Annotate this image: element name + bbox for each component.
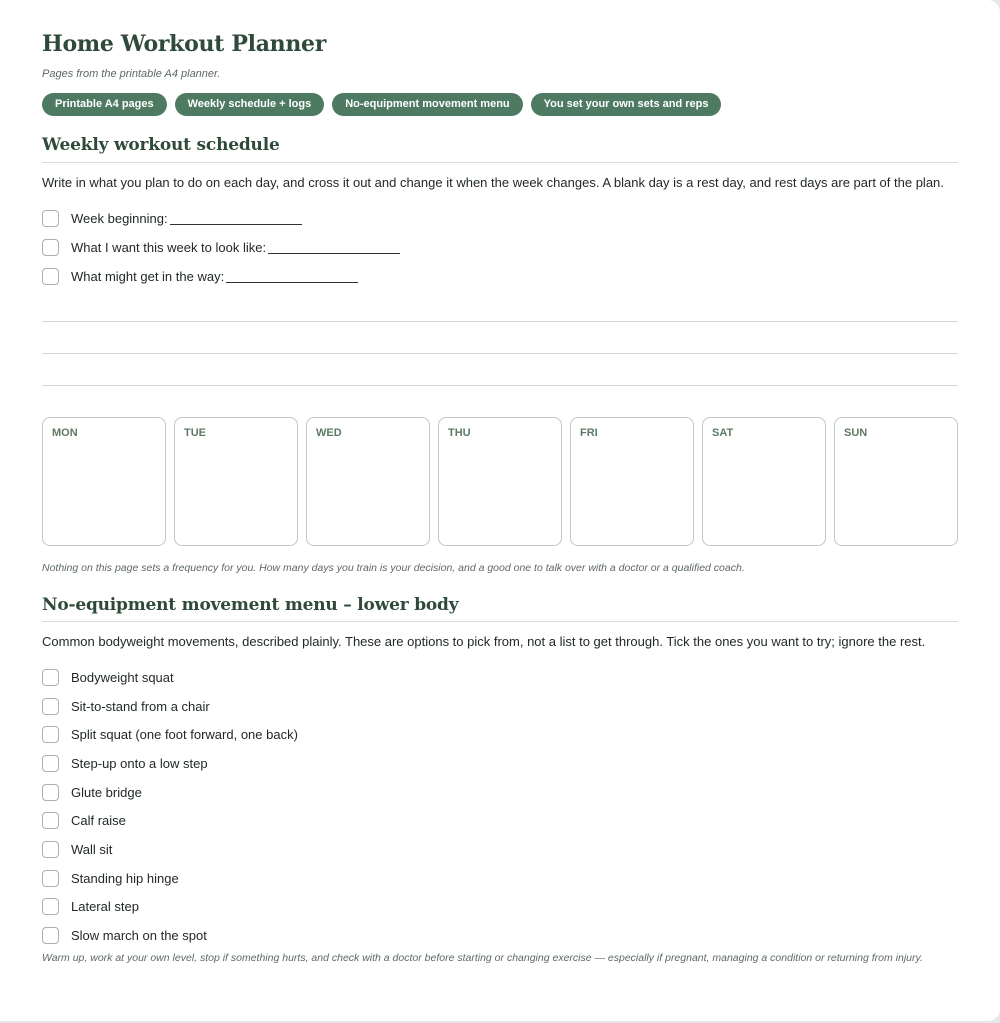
movement-checklist xyxy=(42,663,298,950)
movement-label: Calf raise xyxy=(71,813,126,829)
list-item xyxy=(42,749,298,778)
check-label: What I want this week to look like: xyxy=(71,240,267,255)
movement-label: Slow march on the spot xyxy=(71,928,207,944)
checkbox[interactable] xyxy=(42,870,59,887)
schedule-intro: Write in what you plan to do on each day, and cross it out and change it when the week changes. A blank day is a rest day, and rest days are part of the plan. xyxy=(42,175,944,190)
schedule-section-title: Weekly workout schedule xyxy=(42,135,280,155)
day-box-sun[interactable]: SUN xyxy=(834,417,958,546)
page-subtitle: Pages from the printable A4 planner. xyxy=(42,68,221,80)
checkbox[interactable] xyxy=(42,812,59,829)
checkbox[interactable] xyxy=(42,927,59,944)
day-box-mon[interactable]: MON xyxy=(42,417,166,546)
pill-weekly-schedule: Weekly schedule + logs xyxy=(175,93,325,116)
checkbox[interactable] xyxy=(42,726,59,743)
checkbox[interactable] xyxy=(42,210,59,227)
schedule-checklist xyxy=(42,204,400,291)
checkbox[interactable] xyxy=(42,784,59,801)
movement-label: Sit-to-stand from a chair xyxy=(71,698,210,714)
checkbox[interactable] xyxy=(42,755,59,772)
checkbox[interactable] xyxy=(42,898,59,915)
fill-in-line[interactable] xyxy=(268,241,400,254)
check-label: Week beginning: xyxy=(71,211,168,226)
day-box-fri[interactable]: FRI xyxy=(570,417,694,546)
menu-section-title: No-equipment movement menu – lower body xyxy=(42,595,459,615)
page-title: Home Workout Planner xyxy=(42,31,327,57)
day-box-sat[interactable]: SAT xyxy=(702,417,826,546)
check-obstacles xyxy=(42,262,400,291)
pill-printable: Printable A4 pages xyxy=(42,93,167,116)
checkbox[interactable] xyxy=(42,268,59,285)
list-item xyxy=(42,663,298,692)
checkbox[interactable] xyxy=(42,669,59,686)
list-item xyxy=(42,806,298,835)
writing-line[interactable] xyxy=(42,385,958,386)
checkbox[interactable] xyxy=(42,698,59,715)
writing-line[interactable] xyxy=(42,321,958,322)
menu-intro: Common bodyweight movements, described plainly. These are options to pick from, not a list to get through. Tick the ones you want to try; ignore the rest. xyxy=(42,634,926,649)
fill-in-line[interactable] xyxy=(170,212,302,225)
list-item xyxy=(42,692,298,721)
day-box-wed[interactable]: WED xyxy=(306,417,430,546)
list-item xyxy=(42,921,298,950)
safety-note: Warm up, work at your own level, stop if something hurts, and check with a doctor before starting or changing exercise — especially if pregnant, managing a condition or returning from injury. xyxy=(42,952,923,964)
movement-label: Standing hip hinge xyxy=(71,870,179,886)
frequency-note: Nothing on this page sets a frequency for you. How many days you train is your decision, and a good one to talk over with a doctor or a qualified coach. xyxy=(42,562,745,574)
pill-sets-reps: You set your own sets and reps xyxy=(531,93,722,116)
movement-label: Bodyweight squat xyxy=(71,669,174,685)
day-box-tue[interactable]: TUE xyxy=(174,417,298,546)
menu-divider xyxy=(42,621,958,622)
week-day-boxes xyxy=(42,417,958,546)
fill-in-line[interactable] xyxy=(226,270,358,283)
movement-label: Step-up onto a low step xyxy=(71,755,208,771)
list-item xyxy=(42,720,298,749)
check-week-goal xyxy=(42,233,400,262)
check-week-beginning xyxy=(42,204,400,233)
writing-line[interactable] xyxy=(42,353,958,354)
movement-label: Wall sit xyxy=(71,841,113,857)
day-box-thu[interactable]: THU xyxy=(438,417,562,546)
list-item xyxy=(42,778,298,807)
list-item xyxy=(42,835,298,864)
schedule-divider xyxy=(42,162,958,163)
check-label: What might get in the way: xyxy=(71,269,225,284)
pill-movement-menu: No-equipment movement menu xyxy=(332,93,522,116)
checkbox[interactable] xyxy=(42,841,59,858)
movement-label: Split squat (one foot forward, one back) xyxy=(71,727,298,743)
movement-label: Glute bridge xyxy=(71,784,142,800)
checkbox[interactable] xyxy=(42,239,59,256)
feature-pills xyxy=(42,93,721,116)
list-item xyxy=(42,893,298,922)
movement-label: Lateral step xyxy=(71,899,139,915)
list-item xyxy=(42,864,298,893)
